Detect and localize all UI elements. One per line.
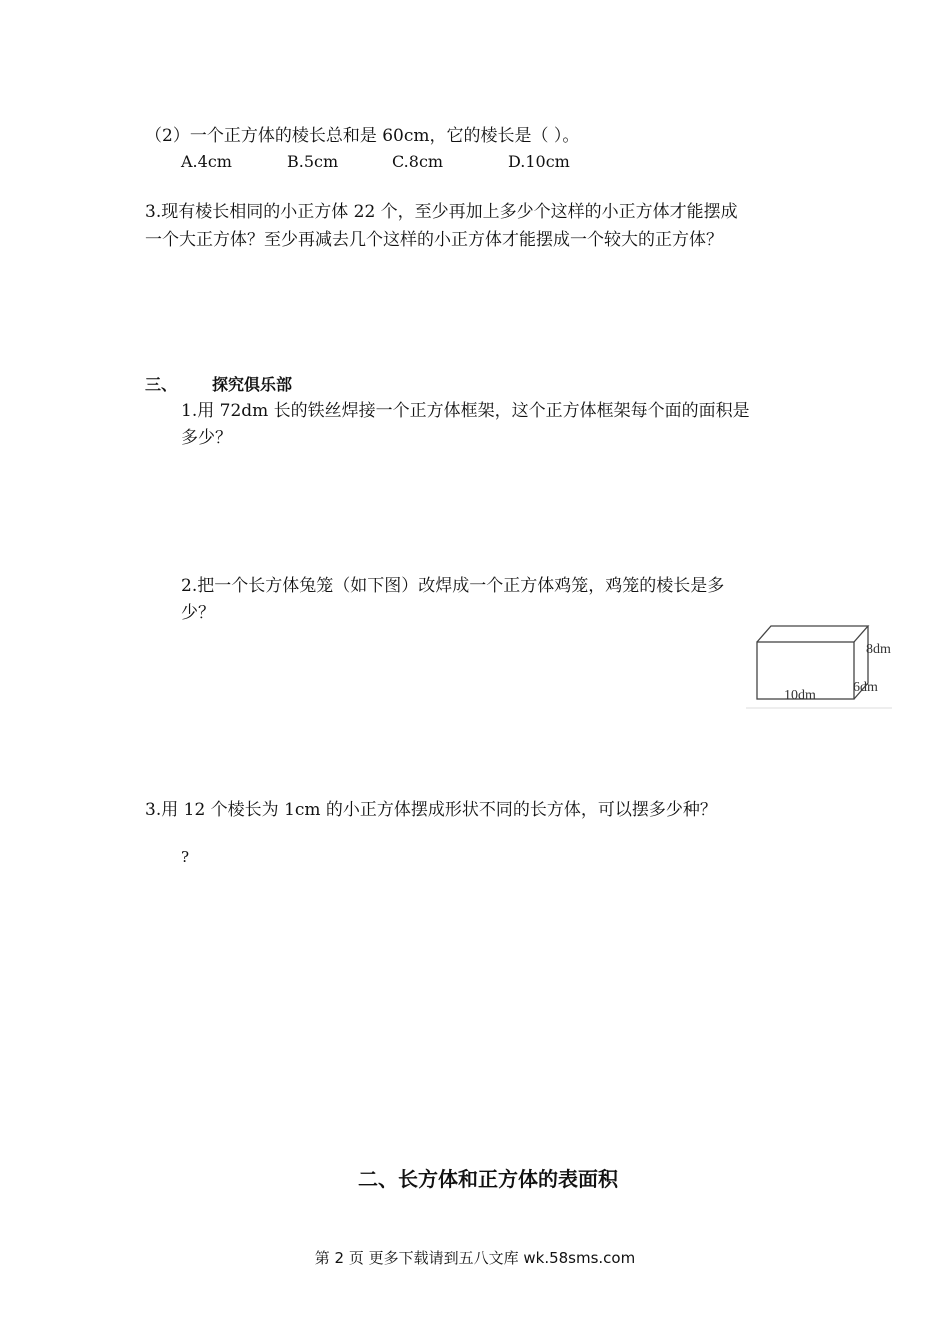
option-d: D.10cm: [508, 152, 570, 171]
problem-3-text: 3.用 12 个棱长为 1cm 的小正方体摆成形状不同的长方体，可以摆多少种？: [145, 800, 717, 820]
depth-label: 6dm: [853, 680, 878, 695]
chapter-title: 二、长方体和正方体的表面积: [358, 1167, 618, 1191]
option-c: C.8cm: [392, 152, 444, 171]
problem-3-mark: ?: [181, 848, 190, 866]
section-number: 三、: [145, 375, 178, 394]
cuboid-figure: [742, 618, 902, 714]
problem-2-line-1: 2.把一个长方体兔笼（如下图）改焊成一个正方体鸡笼，鸡笼的棱长是多: [181, 576, 725, 596]
option-b: B.5cm: [287, 152, 339, 171]
question-2-text: （2）一个正方体的棱长总和是 60cm，它的棱长是（ ）。: [145, 126, 580, 146]
length-label: 10dm: [784, 688, 816, 703]
problem-1-line-2: 多少？: [181, 428, 232, 448]
problem-2-line-2: 少？: [181, 603, 215, 623]
problem-1-line-1: 1.用 72dm 长的铁丝焊接一个正方体框架，这个正方体框架每个面的面积是: [181, 401, 750, 421]
page-footer: 第 2 页 更多下载请到五八文库 wk.58sms.com: [314, 1249, 636, 1267]
option-a: A.4cm: [181, 152, 232, 171]
height-label: 8dm: [866, 642, 891, 657]
question-3-line-2: 一个大正方体？至少再减去几个这样的小正方体才能摆成一个较大的正方体？: [145, 230, 723, 250]
question-3-line-1: 3.现有棱长相同的小正方体 22 个，至少再加上多少个这样的小正方体才能摆成: [145, 202, 738, 222]
section-title: 探究俱乐部: [212, 375, 293, 394]
